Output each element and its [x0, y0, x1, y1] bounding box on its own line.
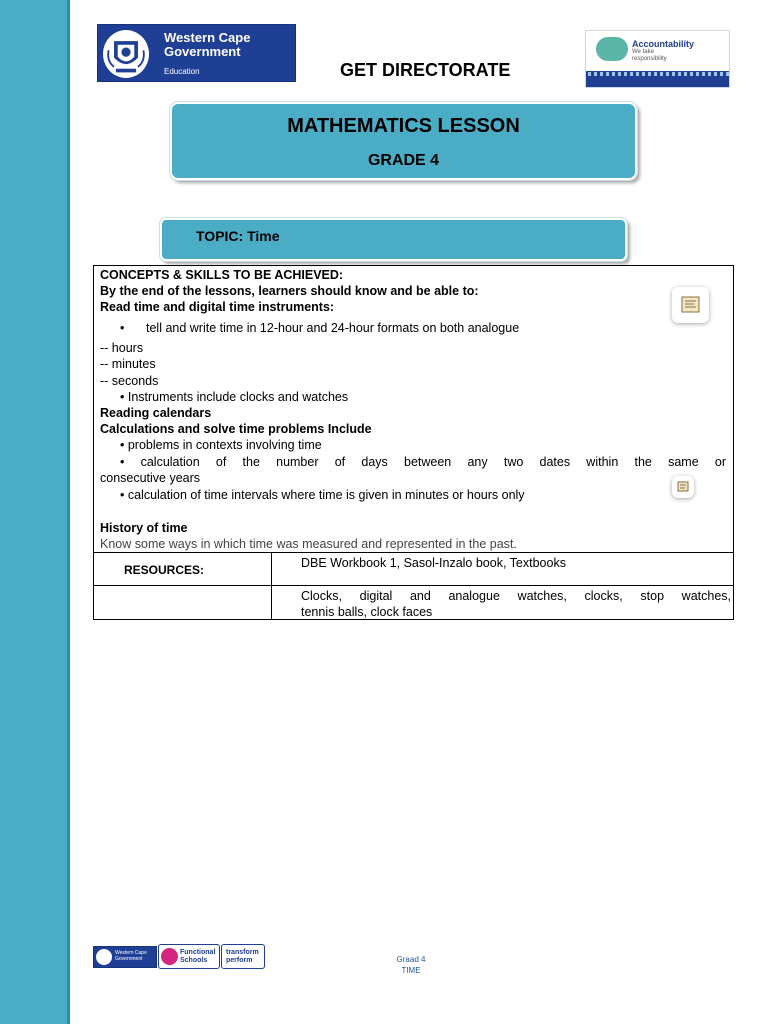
lesson-grade: GRADE 4 — [367, 152, 440, 169]
wcg-logo-sub: Education — [164, 67, 200, 76]
functional-schools-logo — [158, 944, 220, 969]
footer-wcg-line1: Western Cape — [115, 950, 147, 956]
lesson-title-box — [170, 102, 637, 180]
instruments-item: • Instruments include clocks and watches — [120, 390, 349, 404]
western-cape-government-logo — [97, 24, 296, 82]
accountability-title: Accountability — [632, 39, 695, 49]
footer-wcg-line2: Government — [115, 956, 143, 962]
comment-note-icon[interactable] — [672, 287, 709, 323]
calc-item-2-cont: consecutive years — [100, 471, 201, 485]
footer-grade-line1: Graad 4 — [396, 955, 426, 964]
transform-perform-logo — [221, 944, 265, 969]
topic-label: TOPIC: Time — [196, 228, 280, 244]
history-title: History of time — [100, 521, 188, 535]
resources-row1-text: DBE Workbook 1, Sasol-Inzalo book, Textbooks — [301, 556, 566, 570]
comment-note-icon-small[interactable] — [672, 476, 694, 498]
concepts-table — [93, 265, 734, 620]
calc-item-1: • problems in contexts involving time — [120, 438, 322, 452]
sub-item-seconds: -- seconds — [100, 374, 159, 388]
bullet-dot: • — [120, 321, 125, 335]
history-text: Know some ways in which time was measured and represented in the past. — [100, 537, 517, 551]
wcg-logo-line1: Western Cape — [164, 30, 251, 45]
functional-schools-line1: Functional — [180, 949, 216, 956]
calc-item-3: • calculation of time intervals where time is given in minutes or hours only — [120, 488, 525, 502]
sub-item-hours: -- hours — [100, 341, 144, 355]
section-calculations-title: Calculations and solve time problems Include — [100, 422, 372, 436]
coat-of-arms-icon — [101, 28, 151, 80]
concepts-heading: CONCEPTS & SKILLS TO BE ACHIEVED: — [100, 268, 344, 282]
mini-crest-icon — [96, 949, 112, 965]
column-divider — [271, 586, 272, 620]
resources-row2-line2: tennis balls, clock faces — [301, 605, 433, 619]
footer-wcg-text — [115, 950, 147, 962]
accountability-tagline-line1: We take — [632, 49, 654, 55]
resources-row2-line1: Clocks, digital and analogue watches, clocks, stop watches, — [301, 589, 731, 603]
footer-grade-label — [396, 954, 426, 976]
wcg-logo-name — [164, 31, 250, 59]
resources-row-2 — [94, 585, 733, 620]
topic-box — [160, 218, 627, 261]
concepts-intro: By the end of the lessons, learners should know and be able to: — [100, 284, 479, 298]
transform-perform-line2: perform — [226, 957, 253, 964]
accountability-band — [586, 71, 729, 87]
functional-schools-text — [180, 949, 215, 965]
calc-item-2: • calculation of the number of days between any two dates within the same or — [120, 455, 726, 469]
resources-row-1 — [94, 552, 733, 585]
accountability-tagline — [632, 49, 667, 63]
functional-schools-line2: Schools — [180, 957, 208, 964]
wcg-logo-line2: Government — [164, 44, 241, 59]
lesson-title: MATHEMATICS LESSON — [287, 115, 520, 137]
section-read-time-title: Read time and digital time instruments: — [100, 300, 335, 314]
section-read-time-bullet: tell and write time in 12-hour and 24-hour formats on both analogue — [146, 321, 520, 335]
sub-item-minutes: -- minutes — [100, 357, 156, 371]
footer-grade-line2: TIME — [401, 966, 421, 975]
hands-icon — [596, 37, 628, 61]
directorate-title: GET DIRECTORATE — [340, 60, 511, 80]
functional-schools-badge-icon — [161, 948, 178, 965]
footer-wcg-logo — [93, 946, 157, 968]
side-color-bar — [0, 0, 70, 1024]
band-pattern — [588, 72, 729, 76]
transform-perform-text — [226, 949, 259, 965]
concepts-cell — [94, 266, 733, 552]
transform-perform-line1: transform — [226, 949, 259, 956]
resources-label: RESOURCES: — [124, 563, 205, 577]
accountability-logo — [585, 30, 730, 88]
accountability-tagline-line2: responsibility — [632, 56, 667, 62]
resources-row2-text — [301, 588, 731, 620]
column-divider — [271, 553, 272, 585]
section-calendars-title: Reading calendars — [100, 406, 212, 420]
